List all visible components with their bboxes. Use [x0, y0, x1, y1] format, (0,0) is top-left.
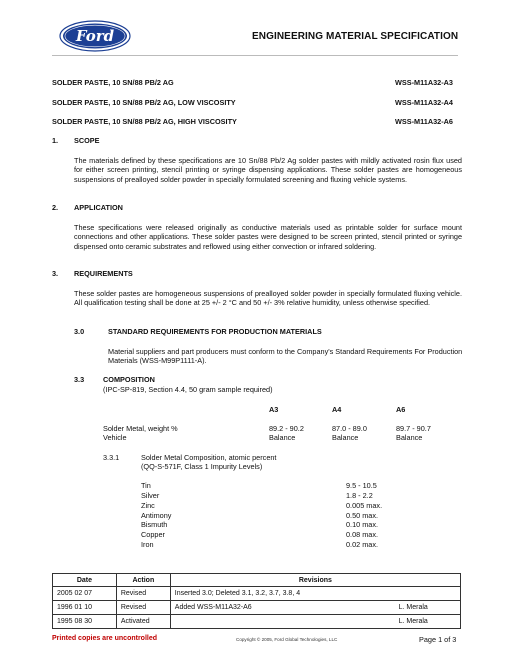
composition-header-a6: A6 [396, 405, 406, 414]
revision-author: L. Merala [395, 615, 461, 629]
section-title-requirements: REQUIREMENTS [74, 269, 133, 278]
section-title-scope: SCOPE [74, 136, 100, 145]
revision-date: 1996 01 10 [53, 601, 117, 615]
spec-name-a4: SOLDER PASTE, 10 SN/88 PB/2 AG, LOW VISCOSITY [52, 98, 236, 107]
element-value: 0.10 max. [346, 520, 379, 529]
spec-code-a4: WSS-M11A32-A4 [395, 98, 453, 107]
page-number: Page 1 of 3 [419, 635, 457, 644]
element-name: Silver [141, 491, 160, 500]
revision-header-action: Action [116, 574, 170, 587]
section-number-3-0: 3.0 [74, 327, 85, 336]
element-name: Bismuth [141, 520, 168, 529]
element-name: Iron [141, 540, 154, 549]
composition-cell: Balance [396, 433, 423, 442]
element-value: 0.005 max. [346, 501, 383, 510]
composition-cell: Balance [332, 433, 359, 442]
ford-logo [59, 20, 131, 52]
section-number-scope: 1. [52, 136, 59, 145]
revision-text [170, 615, 394, 629]
section-number-application: 2. [52, 203, 59, 212]
copyright-notice: Copyright © 2005, Ford Global Technologies, LLC [236, 637, 338, 642]
spec-code-a3: WSS-M11A32-A3 [395, 78, 453, 87]
spec-code-a6: WSS-M11A32-A6 [395, 117, 453, 126]
revision-action: Revised [116, 601, 170, 615]
composition-row-label: Vehicle [103, 433, 127, 442]
element-value: 0.08 max. [346, 530, 379, 539]
revision-action: Revised [116, 587, 170, 601]
element-value: 0.50 max. [346, 511, 379, 520]
revision-date: 2005 02 07 [53, 587, 117, 601]
section-number-3-3: 3.3 [74, 375, 85, 384]
section-title-3-0: STANDARD REQUIREMENTS FOR PRODUCTION MATERIALS [108, 327, 322, 336]
element-name: Antimony [141, 511, 172, 520]
revision-date: 1995 08 30 [53, 615, 117, 629]
revision-header-date: Date [53, 574, 117, 587]
requirements-paragraph: These solder pastes are homogeneous suspensions of prealloyed solder powder in specially formulated fluxing vehicle. All qualification testing shall be done at 25 +/- 2 °C and 50 +/- 3% relative humidity, unless otherwise specified. [74, 289, 462, 308]
revision-action: Activated [116, 615, 170, 629]
revision-author: L. Merala [395, 601, 461, 615]
uncontrolled-notice: Printed copies are uncontrolled [52, 635, 158, 642]
revision-table [52, 573, 461, 629]
composition-row-label: Solder Metal, weight % [103, 424, 178, 433]
element-name: Tin [141, 481, 151, 490]
table-row [53, 587, 461, 601]
element-value: 9.5 - 10.5 [346, 481, 377, 490]
header-divider [52, 55, 458, 56]
composition-cell: 89.2 - 90.2 [269, 424, 304, 433]
section-title-3-3-1: Solder Metal Composition, atomic percent [141, 453, 277, 462]
spec-name-a3: SOLDER PASTE, 10 SN/88 PB/2 AG [52, 78, 174, 87]
section-title-3-3: COMPOSITION [103, 375, 155, 384]
metal-composition-subtitle: (QQ-S-571F, Class 1 Impurity Levels) [141, 462, 263, 471]
logo-wordmark: Ford [75, 27, 115, 45]
application-paragraph: These specifications were released originally as conductive materials used as printable solder for surface mount connections and other applications. These solder pastes were designed to be screen printed, stencil printed or syringe dispensed onto ceramic substrates and reflowed using either convection or infrared soldering. [74, 223, 462, 251]
composition-cell: Balance [269, 433, 296, 442]
revision-text: Inserted 3.0; Deleted 3.1, 3.2, 3.7, 3.8, 4 [170, 587, 460, 601]
element-name: Zinc [141, 501, 155, 510]
section-number-3-3-1: 3.3.1 [103, 453, 120, 462]
composition-header-a4: A4 [332, 405, 342, 414]
composition-header-a3: A3 [269, 405, 279, 414]
composition-cell: 89.7 - 90.7 [396, 424, 431, 433]
revision-header-revisions: Revisions [170, 574, 460, 587]
section-number-requirements: 3. [52, 269, 59, 278]
element-value: 1.8 - 2.2 [346, 491, 373, 500]
document-title: ENGINEERING MATERIAL SPECIFICATION [252, 31, 459, 42]
table-row [53, 601, 461, 615]
revision-header-row [53, 574, 461, 587]
standard-requirements-paragraph: Material suppliers and part producers must conform to the Company's Standard Requirements For Production Materials (WSS-M99P1111-A). [108, 347, 463, 366]
spec-name-a6: SOLDER PASTE, 10 SN/88 PB/2 AG, HIGH VISCOSITY [52, 117, 237, 126]
table-row [53, 615, 461, 629]
scope-paragraph: The materials defined by these specifications are 10 Sn/88 Pb/2 Ag solder pastes with mildly activated rosin flux used for either screen printing, stencil printing or syringe dispensing applications. These solder pastes are homogeneous suspensions of prealloyed solder powder in specially formulated screening and fluxing vehicle systems. [74, 156, 462, 184]
element-value: 0.02 max. [346, 540, 379, 549]
element-name: Copper [141, 530, 165, 539]
composition-cell: 87.0 - 89.0 [332, 424, 367, 433]
section-title-application: APPLICATION [74, 203, 123, 212]
composition-subtitle: (IPC-SP-819, Section 4.4, 50 gram sample required) [103, 385, 273, 394]
revision-text: Added WSS-M11A32-A6 [170, 601, 394, 615]
